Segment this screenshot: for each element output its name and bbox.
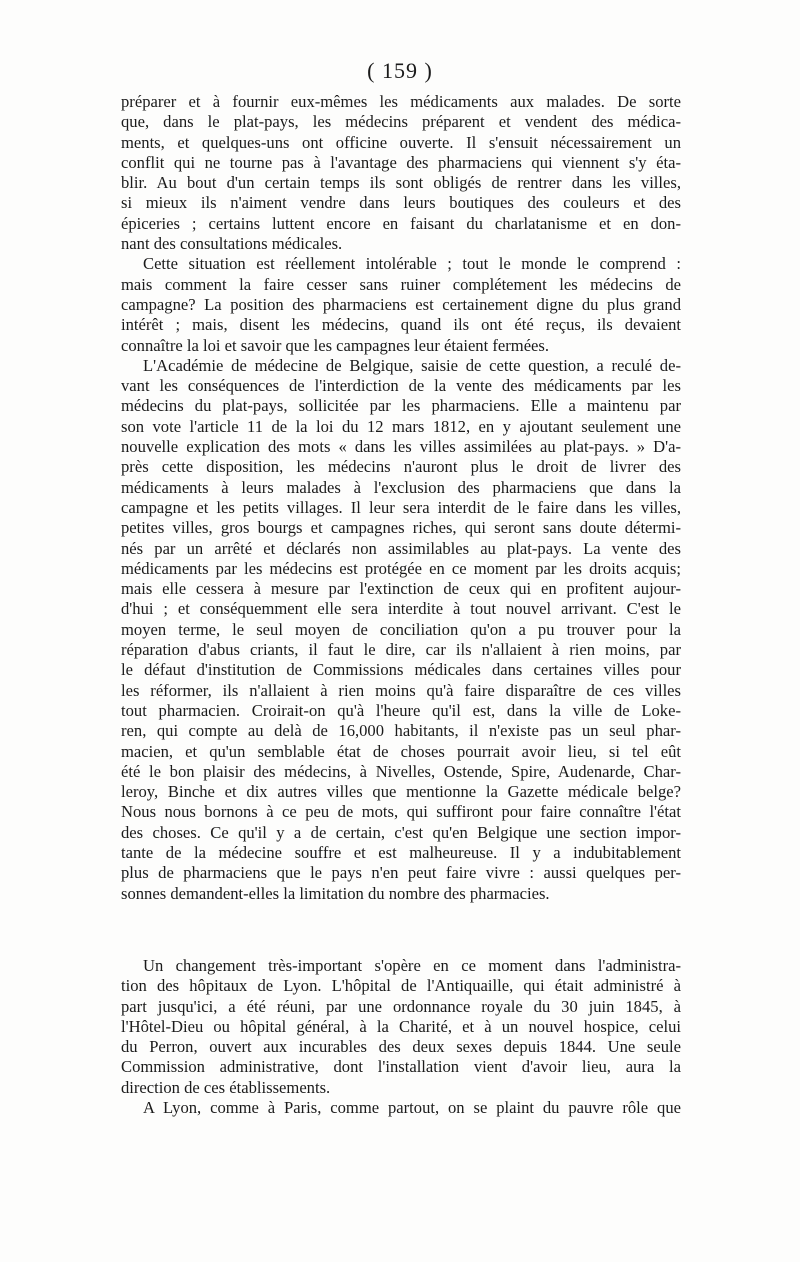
text-line: médicaments à leurs malades à l'exclusion des pharmaciens que dans la (121, 477, 681, 497)
text-line: moyen terme, le seul moyen de conciliation qu'on a pu trouver pour la (121, 619, 681, 639)
text-line: des choses. Ce qu'il y a de certain, c'est qu'en Belgique une section impor- (121, 822, 681, 842)
page-number: ( 159 ) (367, 58, 433, 83)
text-line: tante de la médecine souffre et est malheureuse. Il y a indubitablement (121, 842, 681, 862)
text-line: tout pharmacien. Croirait-on qu'à l'heure qu'il est, dans la ville de Loke- (121, 700, 681, 720)
text-line: le défaut d'institution de Commissions médicales dans certaines villes pour (121, 660, 681, 680)
text-line: intérêt ; mais, disent les médecins, quand ils ont été reçus, ils devaient (121, 315, 681, 335)
text-line: préparer et à fournir eux-mêmes les médicaments aux malades. De sorte (121, 92, 681, 111)
text-line: ren, qui compte au delà de 16,000 habitants, il n'existe pas un seul phar- (121, 721, 681, 741)
text-line: conflit qui ne tourne pas à l'avantage des pharmaciens qui viennent s'y éta- (121, 152, 681, 172)
text-line: que, dans le plat-pays, les médecins préparent et vendent des médica- (121, 112, 681, 132)
text-line: l'Hôtel-Dieu ou hôpital général, à la Charité, et à un nouvel hospice, celui (121, 1016, 681, 1036)
text-line: son vote l'article 11 de la loi du 12 mars 1812, en y ajoutant seulement une (121, 416, 681, 436)
text-line: A Lyon, comme à Paris, comme partout, on se plaint du pauvre rôle que (143, 1098, 681, 1118)
text-line: les réformer, ils n'allaient à rien moins qu'à faire disparaître de ces villes (121, 680, 681, 700)
text-line: nés par un arrêté et déclarés non assimilables au plat-pays. La vente des (121, 538, 681, 558)
text-line: direction de ces établissements. (121, 1077, 331, 1097)
text-line: épiceries ; certains luttent encore en faisant du charlatanisme et en don- (121, 213, 681, 233)
text-line: connaître la loi et savoir que les campagnes leur étaient fermées. (121, 335, 550, 355)
text-line: Nous nous bornons à ce peu de mots, qui suffiront pour faire connaître l'état (121, 802, 681, 822)
text-line: médicaments par les médecins est protégée en ce moment par les droits acquis; (121, 558, 681, 578)
text-line: vant les conséquences de l'interdiction de la vente des médicaments par les (121, 376, 681, 396)
text-line: campagne et les petits villages. Il leur sera interdit de le faire dans les villes, (121, 497, 681, 517)
text-line: Un changement très-important s'opère en ce moment dans l'administra- (143, 956, 681, 975)
text-line: d'hui ; et conséquemment elle sera interdite à tout nouvel arrivant. C'est le (121, 599, 681, 619)
text-line: sonnes demandent-elles la limitation du nombre des pharmacies. (121, 883, 550, 903)
text-line: si mieux ils n'aiment vendre dans leurs boutiques des couleurs et des (121, 193, 681, 213)
text-line: du Perron, ouvert aux incurables des deux sexes depuis 1844. Une seule (121, 1037, 681, 1057)
text-line: L'Académie de médecine de Belgique, saisie de cette question, a reculé de- (143, 355, 681, 375)
text-line: Cette situation est réellement intolérable ; tout le monde le comprend : (143, 254, 681, 274)
text-line: mais elle cessera à mesure par l'extinction de ceux qui en profitent aujour- (121, 579, 681, 599)
text-line: campagne? La position des pharmaciens est certainement digne du plus grand (121, 294, 681, 314)
text-line: plus de pharmaciens que le pays n'en peut faire vivre : aussi quelques per- (121, 863, 681, 883)
text-line: réparation d'abus criants, il faut le dire, car ils n'allaient à rien moins, par (121, 640, 681, 660)
text-line: petites villes, gros bourgs et campagnes riches, qui seront sans doute détermi- (121, 518, 681, 538)
text-line: nant des consultations médicales. (121, 234, 343, 254)
text-block-pharmacy (121, 92, 681, 904)
text-line: macien, et qu'un semblable état de choses pourrait avoir lieu, si tel eût (121, 741, 681, 761)
text-line: mais comment la faire cesser sans ruiner complétement les médecins de (121, 274, 681, 294)
text-line: tion des hôpitaux de Lyon. L'hôpital de l'Antiquaille, qui était administré à (121, 976, 681, 996)
text-line: ments, et quelques-uns ont officine ouverte. Il s'ensuit nécessairement un (121, 132, 681, 152)
text-line: blir. Au bout d'un certain temps ils sont obligés de rentrer dans les villes, (121, 173, 681, 193)
text-line: été le bon plaisir des médecins, à Nivelles, Ostende, Spire, Audenarde, Char- (121, 761, 681, 781)
text-line: médecins du plat-pays, sollicitée par les pharmaciens. Elle a maintenu par (121, 396, 681, 416)
text-line: part jusqu'ici, a été réuni, par une ordonnance royale du 30 juin 1845, à (121, 996, 681, 1016)
text-line: nouvelle explication des mots « dans les villes assimilées au plat-pays. » D'a- (121, 437, 681, 457)
text-line: près cette disposition, les médecins n'auront plus le droit de livrer des (121, 457, 681, 477)
text-block-lyon-hospitals (121, 956, 681, 1118)
text-line: leroy, Binche et dix autres villes que mentionne la Gazette médicale belge? (121, 782, 681, 802)
text-line: Commission administrative, dont l'installation vient d'avoir lieu, aura la (121, 1057, 681, 1077)
